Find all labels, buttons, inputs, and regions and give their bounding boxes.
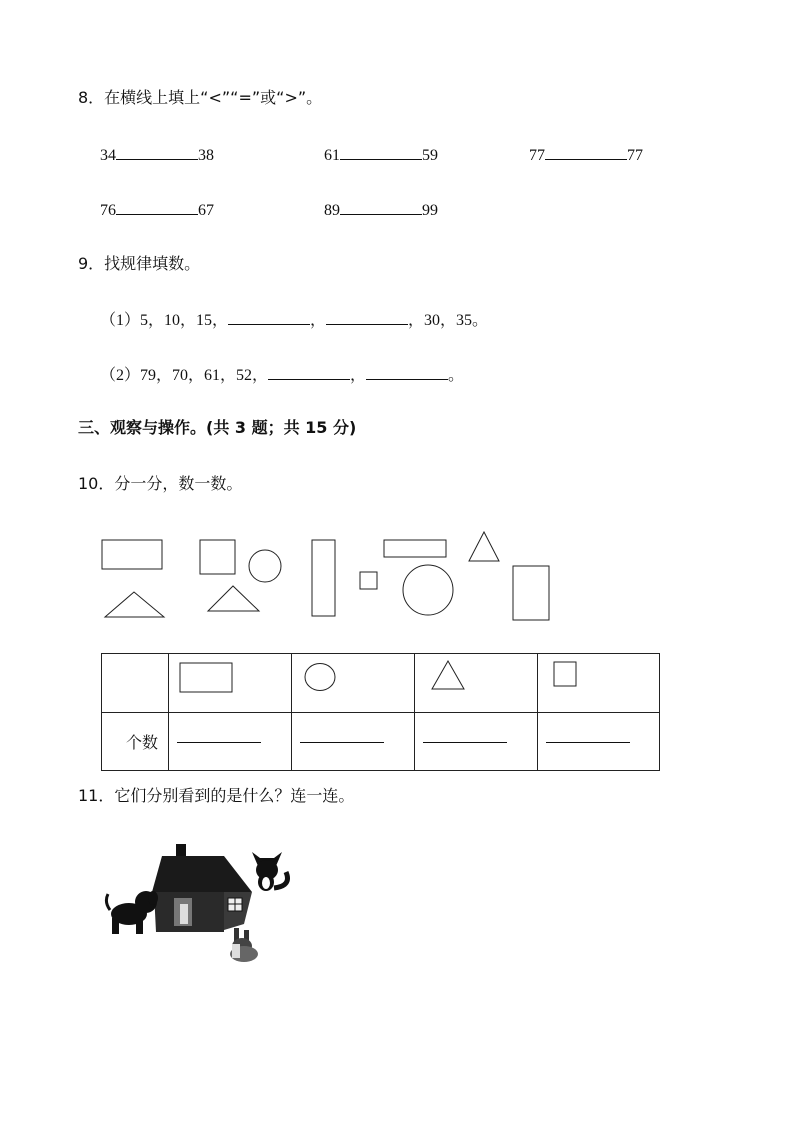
circle-icon xyxy=(304,662,338,694)
header-cell-rectangle xyxy=(169,654,292,713)
answer-blank[interactable] xyxy=(228,309,310,325)
compare-right: 77 xyxy=(627,147,643,164)
answer-blank[interactable] xyxy=(423,742,507,743)
section-heading: 三、观察与操作。(共 3 题；共 15 分) xyxy=(78,418,357,437)
square-icon xyxy=(553,661,579,689)
answer-blank[interactable] xyxy=(366,364,448,380)
compare-item-5 xyxy=(324,199,438,221)
answer-blank[interactable] xyxy=(268,364,350,380)
count-cell-rectangle[interactable] xyxy=(169,713,292,771)
answer-blank[interactable] xyxy=(116,199,198,215)
compare-left: 34 xyxy=(100,147,116,164)
answer-blank[interactable] xyxy=(177,742,261,743)
square-shape xyxy=(200,540,235,574)
answer-blank[interactable] xyxy=(546,742,630,743)
sequence-separator: ， xyxy=(350,367,367,384)
answer-blank[interactable] xyxy=(116,144,198,160)
rectangle-shape xyxy=(102,540,162,569)
compare-right: 38 xyxy=(198,147,214,164)
count-cell-triangle[interactable] xyxy=(415,713,538,771)
compare-right: 99 xyxy=(422,202,438,219)
answer-blank[interactable] xyxy=(326,309,408,325)
sequence-suffix: ，30，35。 xyxy=(408,312,489,329)
triangle-shape xyxy=(469,532,499,561)
answer-blank[interactable] xyxy=(545,144,627,160)
q9-title: 9．找规律填数。 xyxy=(78,254,201,273)
answer-blank[interactable] xyxy=(300,742,384,743)
house-animals-scene xyxy=(104,836,304,964)
header-cell-triangle xyxy=(415,654,538,713)
count-cell-square[interactable] xyxy=(538,713,660,771)
circle-shape xyxy=(249,550,281,582)
circle-shape xyxy=(403,565,453,615)
sequence-1 xyxy=(100,309,488,331)
compare-left: 61 xyxy=(324,147,340,164)
row-label-cell xyxy=(102,713,169,771)
count-cell-circle[interactable] xyxy=(292,713,415,771)
compare-item-3 xyxy=(529,144,643,166)
sequence-prefix: （1）5，10，15， xyxy=(100,312,229,329)
q8-title: 8．在横线上填上“<”“=”或“>”。 xyxy=(78,88,323,107)
triangle-icon xyxy=(430,659,466,691)
row-label: 个数 xyxy=(125,733,158,752)
square-shape xyxy=(360,572,377,589)
compare-item-4 xyxy=(100,199,214,221)
compare-left: 76 xyxy=(100,202,116,219)
compare-left: 77 xyxy=(529,147,545,164)
triangle-shape xyxy=(208,586,259,611)
fox-image xyxy=(252,852,288,891)
rectangle-shape xyxy=(312,540,335,616)
tally-table xyxy=(101,653,660,771)
sequence-separator: ， xyxy=(310,312,327,329)
house-image xyxy=(152,844,252,932)
q11-title: 11．它们分别看到的是什么？连一连。 xyxy=(78,786,355,805)
compare-item-1 xyxy=(100,144,214,166)
compare-right: 67 xyxy=(198,202,214,219)
compare-right: 59 xyxy=(422,147,438,164)
dog-image xyxy=(106,891,158,934)
answer-blank[interactable] xyxy=(340,199,422,215)
sequence-2 xyxy=(100,364,464,386)
rectangle-shape xyxy=(384,540,446,557)
header-cell-square xyxy=(538,654,660,713)
rectangle-shape xyxy=(513,566,549,620)
header-cell-circle xyxy=(292,654,415,713)
rectangle-icon xyxy=(179,662,235,694)
sequence-prefix: （2）79，70，61，52， xyxy=(100,367,269,384)
sequence-suffix: 。 xyxy=(448,367,465,384)
rabbit-image xyxy=(230,928,258,962)
compare-item-2 xyxy=(324,144,438,166)
shape-collection xyxy=(96,524,566,624)
triangle-shape xyxy=(105,592,164,617)
answer-blank[interactable] xyxy=(340,144,422,160)
corner-cell xyxy=(102,654,169,713)
q10-title: 10．分一分，数一数。 xyxy=(78,474,243,493)
compare-left: 89 xyxy=(324,202,340,219)
